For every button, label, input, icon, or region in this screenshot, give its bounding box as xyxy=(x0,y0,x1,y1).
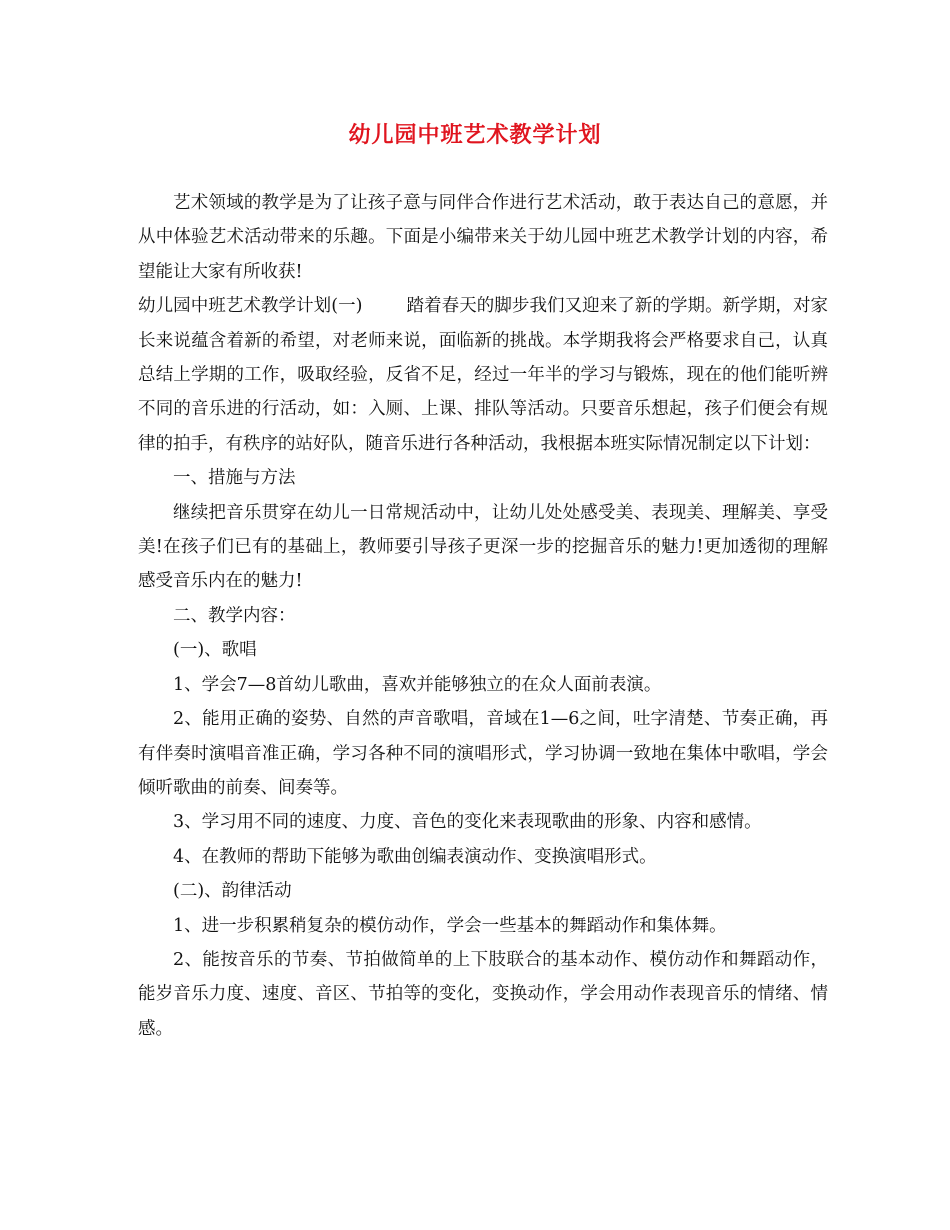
intro-paragraph: 艺术领域的教学是为了让孩子意与同伴合作进行艺术活动，敢于表达自己的意愿，并从中体验艺术活动带来的乐趣。下面是小编带来关于幼儿园中班艺术教学计划的内容，希望能让大家有所收获! xyxy=(138,193,828,282)
plan-text: 踏着春天的脚步我们又迎来了新的学期。新学期，对家长来说蕴含着新的希望，对老师来说，面临新的挑战。本学期我将会严格要求自己，认真总结上学期的工作，吸取经验，反省不足，经过一年半的学习与锻炼，现在的他们能听辨不同的音乐进的行活动，如：入厕、上课、排队等活动。只要音乐想起，孩子们便会有规律的拍手，有秩序的站好队，随音乐进行各种活动，我根据本班实际情况制定以下计划： xyxy=(138,296,829,454)
plan-paragraph xyxy=(138,289,828,461)
subsection-heading: (二)、韵律活动 xyxy=(173,881,292,902)
subsection-heading: (一)、歌唱 xyxy=(173,640,257,661)
document-title: 幼儿园中班艺术教学计划 xyxy=(348,122,602,148)
list-item: 2、能按音乐的节奏、节拍做简单的上下肢联合的基本动作、模仿动作和舞蹈动作，能岁音乐力度、速度、音区、节拍等的变化，变换动作，学会用动作表现音乐的情绪、情感。 xyxy=(138,949,828,1039)
paragraph: 继续把音乐贯穿在幼儿一日常规活动中，让幼儿处处感受美、表现美、理解美、享受美!在孩子们已有的基础上，教师要引导孩子更深一步的挖掘音乐的魅力!更加透彻的理解感受音乐内在的魅力! xyxy=(138,502,828,592)
document-body xyxy=(138,186,828,1046)
list-item: 3、学习用不同的速度、力度、音色的变化来表现歌曲的形象、内容和感情。 xyxy=(173,812,762,833)
section-heading: 二、教学内容： xyxy=(173,605,296,626)
list-item: 1、进一步积累稍复杂的模仿动作，学会一些基本的舞蹈动作和集体舞。 xyxy=(173,915,727,936)
section-heading: 一、措施与方法 xyxy=(173,468,296,489)
plan-heading: 幼儿园中班艺术教学计划(一) xyxy=(138,296,363,317)
list-item: 1、学会7—8首幼儿歌曲，喜欢并能够独立的在众人面前表演。 xyxy=(173,674,662,695)
list-item: 2、能用正确的姿势、自然的声音歌唱，音域在1—6之间，吐字清楚、节奏正确，再有伴奏时演唱音准正确，学习各种不同的演唱形式，学习协调一致地在集体中歌唱，学会倾听歌曲的前奏、间奏等。 xyxy=(138,709,828,798)
list-item: 4、在教师的帮助下能够为歌曲创编表演动作、变换演唱形式。 xyxy=(173,846,657,867)
